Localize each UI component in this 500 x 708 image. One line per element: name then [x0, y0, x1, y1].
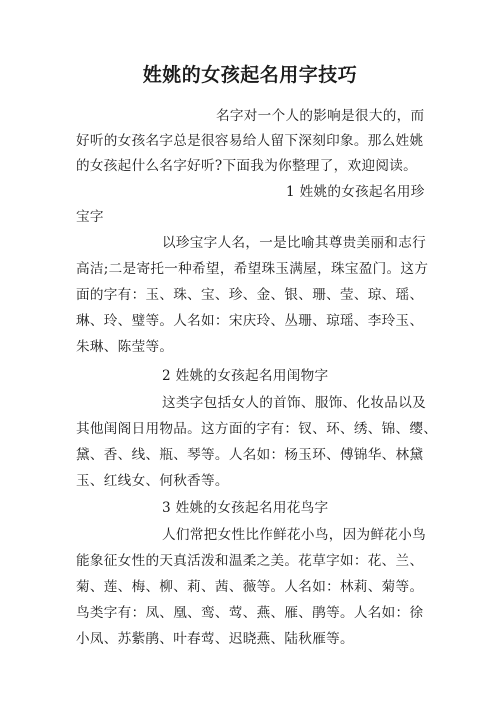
paragraph-line: 朱琳、陈莹等。 — [76, 339, 174, 355]
section-heading: 1 姓姚的女孩起名用珍 — [286, 184, 425, 200]
paragraph-line: 小凤、苏紫鹃、叶春莺、迟晓燕、陆秋雁等。 — [76, 631, 354, 647]
paragraph-line: 能象征女性的天真活泼和温柔之美。花草字如：花、兰、 — [76, 553, 424, 569]
intro-line: 好听的女孩名字总是很容易给人留下深刻印象。那么姓姚 — [76, 133, 424, 149]
section-heading: 宝字 — [76, 209, 104, 225]
section-heading: 3 姓姚的女孩起名用花鸟字 — [162, 500, 329, 516]
document-title: 姓姚的女孩起名用字技巧 — [142, 64, 358, 86]
paragraph-line: 面的字有：玉、珠、宝、珍、金、银、珊、莹、琼、瑶、 — [76, 287, 424, 303]
paragraph-line: 鸟类字有：凤、凰、鸾、莺、燕、雁、鹃等。人名如：徐 — [76, 605, 424, 621]
paragraph-line: 菊、莲、梅、柳、莉、茜、薇等。人名如：林莉、菊等。 — [76, 579, 424, 595]
paragraph-line: 黛、香、线、瓶、琴等。人名如：杨玉环、傅锦华、林黛 — [76, 447, 424, 463]
paragraph-line: 玉、红线女、何秋香等。 — [76, 473, 229, 489]
paragraph-line: 以珍宝字人名，一是比喻其尊贵美丽和志行 — [162, 235, 426, 251]
paragraph-line: 这类字包括女人的首饰、服饰、化妆品以及 — [162, 395, 426, 411]
paragraph-line: 高洁;二是寄托一种希望，希望珠玉满屋，珠宝盈门。这方 — [76, 261, 429, 277]
section-heading: 2 姓姚的女孩起名用闺物字 — [162, 368, 329, 384]
intro-line: 的女孩起什么名字好听?下面我为你整理了，欢迎阅读。 — [76, 158, 418, 174]
paragraph-line: 其他闺阁日用物品。这方面的字有：钗、环、绣、锦、缨、 — [76, 421, 438, 437]
paragraph-line: 琳、玲、璧等。人名如：宋庆玲、丛珊、琼瑶、李玲玉、 — [76, 313, 424, 329]
paragraph-line: 人们常把女性比作鲜花小鸟，因为鲜花小鸟 — [162, 527, 426, 543]
intro-line: 名字对一个人的影响是很大的，而 — [216, 108, 425, 124]
